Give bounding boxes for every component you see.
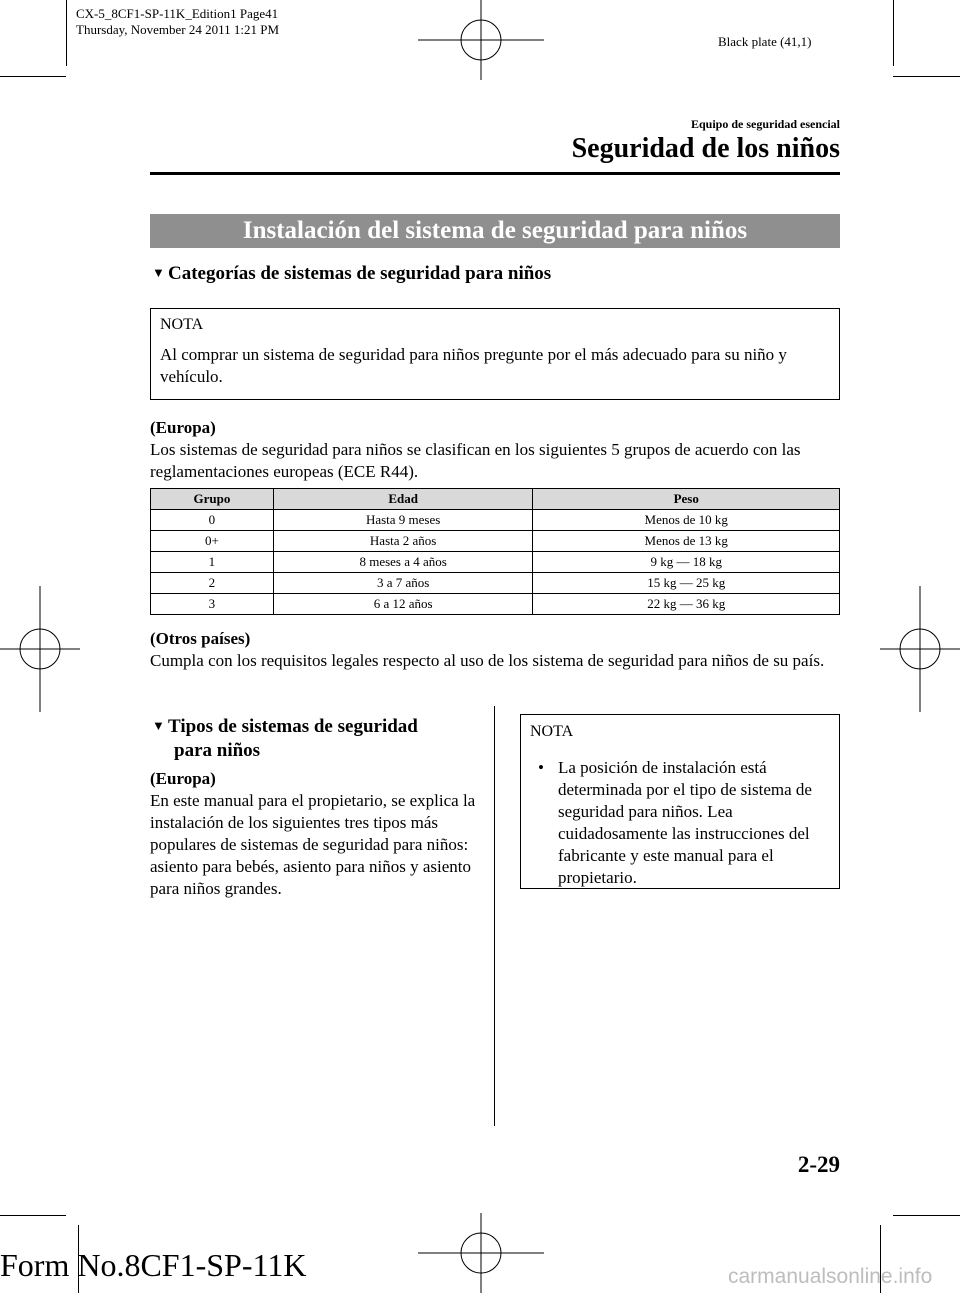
table-row bbox=[151, 573, 840, 594]
table-header-cell: Peso bbox=[533, 489, 840, 510]
europe-text: Los sistemas de seguridad para niños se clasifican en los siguientes 5 grupos de acuerdo con las reglamentaciones europeas (ECE R44). bbox=[150, 440, 801, 481]
heading-categories bbox=[152, 263, 551, 285]
black-plate-label: Black plate (41,1) bbox=[718, 34, 812, 49]
table-cell: 0+ bbox=[151, 531, 274, 552]
table-cell: Hasta 9 meses bbox=[273, 510, 533, 531]
form-number: Form No.8CF1-SP-11K bbox=[0, 1247, 307, 1283]
list-item bbox=[530, 757, 830, 889]
table-cell: 2 bbox=[151, 573, 274, 594]
table-cell: 8 meses a 4 años bbox=[273, 552, 533, 573]
table-cell: 22 kg ― 36 kg bbox=[533, 594, 840, 615]
table-cell: Menos de 10 kg bbox=[533, 510, 840, 531]
print-header-file: CX-5_8CF1-SP-11K_Edition1 Page41 bbox=[76, 6, 279, 21]
triangle-bullet-icon: ▼ bbox=[152, 718, 165, 733]
print-header bbox=[76, 6, 279, 38]
registration-mark-left bbox=[0, 586, 80, 712]
nota-bullet-text: La posición de instalación está determinada por el tipo de sistema de seguridad para niños. Lea cuidadosamente las instrucciones del fabricante y este manual para el propietario. bbox=[558, 758, 812, 887]
europe-types bbox=[150, 768, 485, 900]
nota-title: NOTA bbox=[530, 723, 574, 740]
table-row bbox=[151, 594, 840, 615]
table-cell: 1 bbox=[151, 552, 274, 573]
table-cell: 3 bbox=[151, 594, 274, 615]
table-cell: 6 a 12 años bbox=[273, 594, 533, 615]
other-countries-text: Cumpla con los requisitos legales respecto al uso de los sistema de seguridad para niños de su país. bbox=[150, 651, 825, 670]
nota-text: Al comprar un sistema de seguridad para niños pregunte por el más adecuado para su niño y vehículo. bbox=[160, 345, 787, 386]
table-row bbox=[151, 531, 840, 552]
europe-label: (Europa) bbox=[150, 418, 216, 437]
nota-list bbox=[530, 757, 830, 889]
triangle-bullet-icon: ▼ bbox=[152, 265, 165, 280]
registration-mark-right bbox=[880, 586, 960, 712]
column-divider bbox=[494, 706, 495, 1126]
nota-title: NOTA bbox=[160, 316, 204, 333]
other-countries bbox=[150, 628, 840, 672]
table-cell: 0 bbox=[151, 510, 274, 531]
table-header-row bbox=[151, 489, 840, 510]
topic-banner: Instalación del sistema de seguridad para niños bbox=[150, 214, 840, 248]
bullet-dot-icon: • bbox=[538, 758, 544, 777]
watermark: carmanualsonline.info bbox=[728, 1265, 933, 1288]
group-table bbox=[150, 488, 840, 615]
europe-classification bbox=[150, 417, 840, 483]
registration-mark-top bbox=[418, 0, 544, 80]
europe-types-text: En este manual para el propietario, se explica la instalación de los siguientes tres tipos más populares de sistemas de seguridad para niños: asiento para bebés, asiento para niños y asiento para niños grandes. bbox=[150, 791, 476, 898]
nota-box bbox=[150, 308, 840, 400]
heading-categories-text: Categorías de sistemas de seguridad para niños bbox=[168, 263, 552, 284]
other-countries-label: (Otros países) bbox=[150, 629, 251, 648]
table-row bbox=[151, 552, 840, 573]
registration-mark-bottom bbox=[418, 1213, 544, 1293]
table-header-cell: Grupo bbox=[151, 489, 274, 510]
table-cell: 9 kg ― 18 kg bbox=[533, 552, 840, 573]
table-row bbox=[151, 510, 840, 531]
table-header-cell: Edad bbox=[273, 489, 533, 510]
europe-types-label: (Europa) bbox=[150, 769, 216, 788]
heading-types bbox=[152, 714, 482, 763]
heading-types-line1: Tipos de sistemas de seguridad bbox=[168, 716, 418, 737]
print-header-date: Thursday, November 24 2011 1:21 PM bbox=[76, 22, 280, 37]
nota-box-2 bbox=[520, 714, 840, 889]
table-cell: Menos de 13 kg bbox=[533, 531, 840, 552]
table-cell: Hasta 2 años bbox=[273, 531, 533, 552]
section-title: Seguridad de los niños bbox=[571, 133, 840, 164]
section-subtitle: Equipo de seguridad esencial bbox=[690, 117, 840, 131]
table-cell: 3 a 7 años bbox=[273, 573, 533, 594]
table-cell: 15 kg ― 25 kg bbox=[533, 573, 840, 594]
section-rule bbox=[150, 172, 840, 175]
page-number: 2-29 bbox=[797, 1152, 840, 1177]
heading-types-line2: para niños bbox=[174, 740, 261, 761]
